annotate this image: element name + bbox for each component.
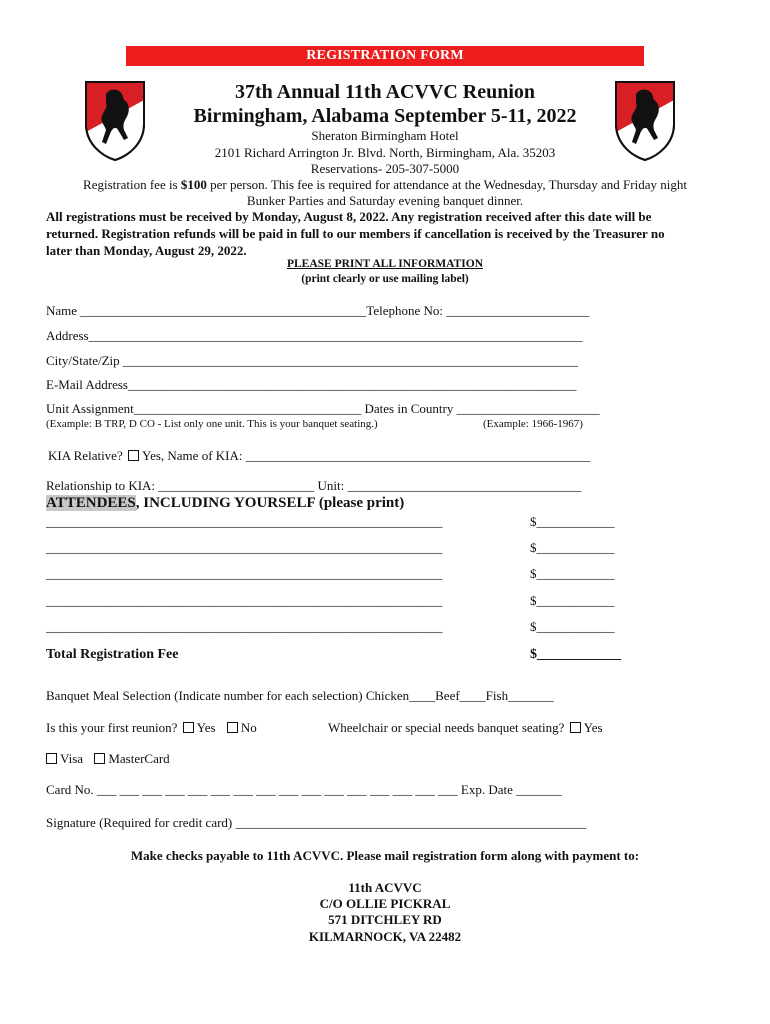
wheelchair-yes-checkbox[interactable] [570,722,581,733]
attendee-amount[interactable]: $____________ [530,566,615,581]
kia-name-field[interactable]: Yes, Name of KIA: _____________________________________________________ [141,448,591,463]
hotel-address: 2101 Richard Arrington Jr. Blvd. North, Birmingham, Ala. 35203 [214,145,556,160]
print-sub: (print clearly or use mailing label) [301,273,469,285]
reservations-phone: Reservations- 205-307-5000 [310,161,460,176]
name-phone-field[interactable]: Name ____________________________________________Telephone No: ______________________ [46,303,590,318]
fee-amount: $100 [180,177,207,192]
visa-checkbox[interactable] [46,753,57,764]
attendee-amount[interactable]: $____________ [530,540,615,555]
card-type-row [44,751,170,767]
first-reunion-no-label: No [240,720,257,735]
city-state-zip-field[interactable]: City/State/Zip ______________________________________________________________________ [46,353,578,368]
attendee-amount[interactable]: $____________ [530,593,615,608]
deadline-line-1: All registrations must be received by Monday, August 8, 2022. Any registration received after this date will be [46,209,652,224]
attendees-heading-highlight: ATTENDEES [46,495,136,511]
total-label: Total Registration Fee [46,647,179,662]
wheelchair-label: Wheelchair or special needs banquet seating? [328,720,565,735]
wheelchair-row [328,720,603,736]
first-reunion-label: Is this your first reunion? [46,720,178,735]
attendee-line[interactable]: _____________________________________________________________ [46,619,443,634]
mastercard-checkbox[interactable] [94,753,105,764]
print-notice: PLEASE PRINT ALL INFORMATION [286,258,484,270]
checks-payable-note: Make checks payable to 11th ACVVC. Please mail registration form along with payment to: [130,848,640,863]
mail-line-2: C/O OLLIE PICKRAL [319,896,451,911]
mastercard-label: MasterCard [108,751,170,766]
visa-label: Visa [60,751,84,766]
deadline-line-3: later than Monday, August 29, 2022. [46,243,247,258]
attendee-line[interactable]: _____________________________________________________________ [46,566,443,581]
fee-line-2: Bunker Parties and Saturday evening banquet dinner. [246,193,524,208]
address-field[interactable]: Address____________________________________________________________________________ [46,328,583,343]
first-reunion-no-checkbox[interactable] [227,722,238,733]
event-subtitle: Birmingham, Alabama September 5-11, 2022 [193,105,577,127]
total-amount[interactable]: $____________ [530,647,621,662]
first-reunion-yes-checkbox[interactable] [183,722,194,733]
dates-example: (Example: 1966-1967) [483,418,583,430]
relationship-field[interactable]: Relationship to KIA: ________________________ Unit: ____________________________________ [46,478,582,493]
signature-field[interactable]: Signature (Required for credit card) ______________________________________________________ [46,815,587,830]
attendee-amount[interactable]: $____________ [530,619,615,634]
attendee-line[interactable]: _____________________________________________________________ [46,593,443,608]
attendees-heading-rest: , INCLUDING YOURSELF (please print) [135,495,405,511]
unit-example: (Example: B TRP, D CO - List only one unit. This is your banquet seating.) [46,418,378,430]
unit-dates-field[interactable]: Unit Assignment___________________________________ Dates in Country ______________________ [46,401,600,416]
wheelchair-yes-label: Yes [583,720,603,735]
kia-label: KIA Relative? [48,448,123,463]
first-reunion-row [46,720,257,736]
kia-relative-row [48,448,590,464]
mail-line-4: KILMARNOCK, VA 22482 [308,929,462,944]
mail-line-3: 571 DITCHLEY RD [328,912,442,927]
attendee-line[interactable]: _____________________________________________________________ [46,540,443,555]
hotel-name: Sheraton Birmingham Hotel [311,128,459,143]
form-banner: REGISTRATION FORM [126,46,644,66]
fee-line-1 [0,177,770,193]
mail-line-1: 11th ACVVC [348,880,422,895]
event-title: 37th Annual 11th ACVVC Reunion [234,81,536,103]
attendee-amount[interactable]: $____________ [530,514,615,529]
kia-yes-checkbox[interactable] [128,450,139,461]
card-number-field[interactable]: Card No. ___ ___ ___ ___ ___ ___ ___ ___ ___ ___ ___ ___ ___ ___ ___ ___ Exp. Date _______ [46,782,562,797]
banquet-selection-field[interactable]: Banquet Meal Selection (Indicate number for each selection) Chicken____Beef____Fish_______ [46,688,554,703]
deadline-line-2: returned. Registration refunds will be paid in full to our members if cancellation is received by the Treasurer no [46,226,665,241]
email-field[interactable]: E-Mail Address_____________________________________________________________________ [46,377,577,392]
attendee-line[interactable]: _____________________________________________________________ [46,514,443,529]
fee-text: Registration fee is [83,177,181,192]
first-reunion-yes-label: Yes [196,720,216,735]
attendees-heading [46,495,404,512]
fee-text-rest: per person. This fee is required for attendance at the Wednesday, Thursday and Friday night [206,177,687,192]
